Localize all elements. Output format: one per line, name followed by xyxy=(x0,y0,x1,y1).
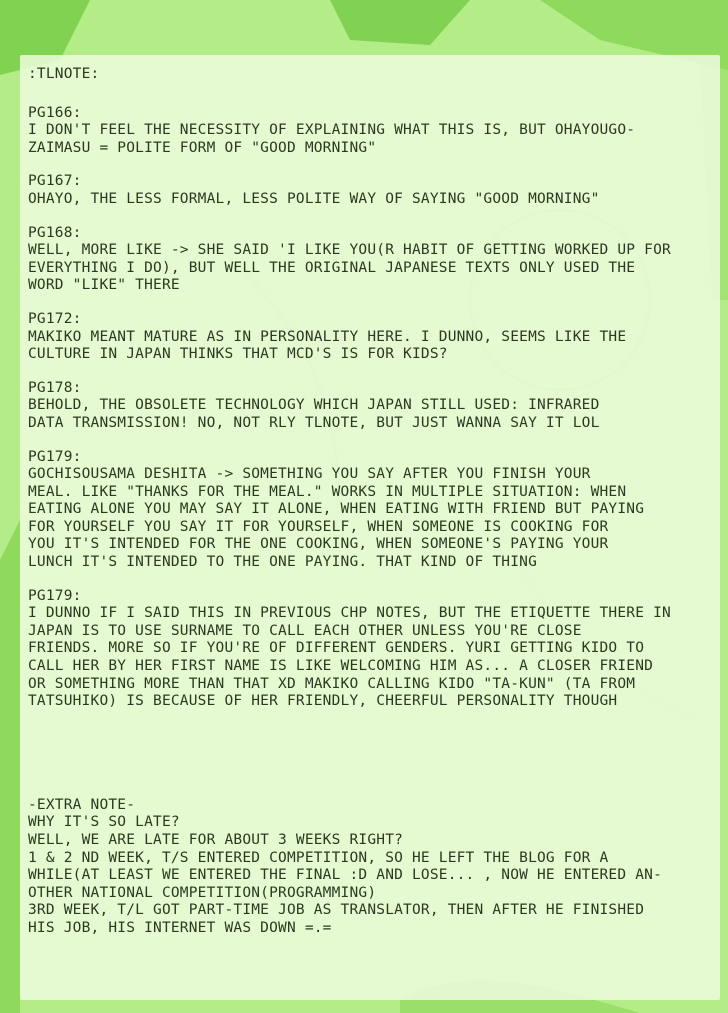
note-page-label: PG172: xyxy=(28,310,82,327)
note-line: I DUNNO IF I SAID THIS IN PREVIOUS CHP NOTES, BUT THE ETIQUETTE THERE IN xyxy=(28,605,671,622)
note-page-label: PG166: xyxy=(28,104,82,121)
note-page-label: PG179: xyxy=(28,587,82,604)
note-page-label: PG167: xyxy=(28,173,82,190)
extra-note-line: 3RD WEEK, T/L GOT PART-TIME JOB AS TRANSLATOR, THEN AFTER HE FINISHED xyxy=(28,902,645,919)
note-line: FOR YOURSELF YOU SAY IT FOR YOURSELF, WHEN SOMEONE IS COOKING FOR xyxy=(28,518,609,535)
note-line: GOCHISOUSAMA DESHITA -> SOMETHING YOU SAY AFTER YOU FINISH YOUR xyxy=(28,466,591,483)
extra-note-line: WHILE(AT LEAST WE ENTERED THE FINAL :D AND LOSE... , NOW HE ENTERED AN- xyxy=(28,867,663,884)
extra-note-line: OTHER NATIONAL COMPETITION(PROGRAMMING) xyxy=(28,884,377,901)
note-line: I DON'T FEEL THE NECESSITY OF EXPLAINING WHAT THIS IS, BUT OHAYOUGO- xyxy=(28,122,636,139)
note-pg168 xyxy=(28,225,718,295)
note-line: TATSUHIKO) IS BECAUSE OF HER FRIENDLY, CHEERFUL PERSONALITY THOUGH xyxy=(28,693,618,710)
extra-note-line: WHY IT'S SO LATE? xyxy=(28,814,180,831)
note-pg179-gochisousama xyxy=(28,449,718,572)
note-line: CALL HER BY HER FIRST NAME IS LIKE WELCOMING HIM AS... A CLOSER FRIEND xyxy=(28,658,654,675)
note-line: ZAIMASU = POLITE FORM OF "GOOD MORNING" xyxy=(28,139,377,156)
note-line: MAKIKO MEANT MATURE AS IN PERSONALITY HERE. I DUNNO, SEEMS LIKE THE xyxy=(28,328,627,345)
note-line: EATING ALONE YOU MAY SAY IT ALONE, WHEN EATING WITH FRIEND BUT PAYING xyxy=(28,501,645,518)
extra-note-line: 1 & 2 ND WEEK, T/S ENTERED COMPETITION, SO HE LEFT THE BLOG FOR A xyxy=(28,849,609,866)
note-line: OHAYO, THE LESS FORMAL, LESS POLITE WAY OF SAYING "GOOD MORNING" xyxy=(28,190,600,207)
extra-note xyxy=(28,797,718,938)
note-line: DATA TRANSMISSION! NO, NOT RLY TLNOTE, BUT JUST WANNA SAY IT LOL xyxy=(28,414,600,431)
note-line: BEHOLD, THE OBSOLETE TECHNOLOGY WHICH JAPAN STILL USED: INFRARED xyxy=(28,397,600,414)
tlnote-heading: :TLNOTE: xyxy=(28,66,100,82)
note-line: WORD "LIKE" THERE xyxy=(28,277,180,294)
note-line: MEAL. LIKE "THANKS FOR THE MEAL." WORKS IN MULTIPLE SITUATION: WHEN xyxy=(28,483,627,500)
note-pg172 xyxy=(28,311,718,364)
note-pg167 xyxy=(28,173,718,208)
extra-note-line: HIS JOB, HIS INTERNET WAS DOWN =.= xyxy=(28,919,332,936)
note-line: YOU IT'S INTENDED FOR THE ONE COOKING, WHEN SOMEONE'S PAYING YOUR xyxy=(28,536,609,553)
note-pg178 xyxy=(28,380,718,433)
note-line: WELL, MORE LIKE -> SHE SAID 'I LIKE YOU(R HABIT OF GETTING WORKED UP FOR xyxy=(28,242,671,259)
extra-note-line: WELL, WE ARE LATE FOR ABOUT 3 WEEKS RIGHT? xyxy=(28,832,404,848)
note-line: CULTURE IN JAPAN THINKS THAT MCD'S IS FOR KIDS? xyxy=(28,346,448,363)
note-page-label: PG179: xyxy=(28,448,82,465)
note-page-label: PG168: xyxy=(28,224,82,241)
note-page-label: PG178: xyxy=(28,379,82,396)
note-pg179-etiquette xyxy=(28,588,718,711)
extra-note-title: -EXTRA NOTE- xyxy=(28,796,136,813)
translation-notes xyxy=(28,66,718,938)
note-line: LUNCH IT'S INTENDED TO THE ONE PAYING. THAT KIND OF THING xyxy=(28,554,537,571)
note-line: FRIENDS. MORE SO IF YOU'RE OF DIFFERENT GENDERS. YURI GETTING KIDO TO xyxy=(28,640,645,657)
note-line: JAPAN IS TO USE SURNAME TO CALL EACH OTHER UNLESS YOU'RE CLOSE xyxy=(28,622,582,639)
note-line: OR SOMETHING MORE THAN THAT XD MAKIKO CALLING KIDO "TA-KUN" (TA FROM xyxy=(28,675,636,692)
note-pg166 xyxy=(28,105,718,158)
note-line: EVERYTHING I DO), BUT WELL THE ORIGINAL JAPANESE TEXTS ONLY USED THE xyxy=(28,259,636,276)
